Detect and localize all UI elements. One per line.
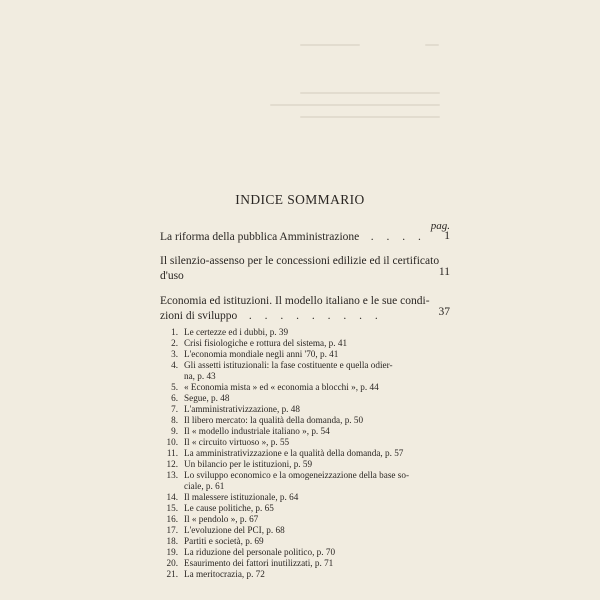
subentry bbox=[164, 338, 454, 349]
subentry bbox=[164, 382, 454, 393]
subentry bbox=[164, 547, 454, 558]
subentry-number: 2. bbox=[171, 338, 178, 348]
subentry bbox=[164, 448, 454, 459]
subentry-text: Il malessere istituzionale, p. 64 bbox=[184, 492, 299, 502]
show-through-line bbox=[270, 104, 440, 106]
toc-entry-page: 37 bbox=[438, 306, 450, 318]
toc-entry bbox=[160, 294, 451, 324]
subentry-number: 13. bbox=[166, 470, 178, 480]
subentry-text: La riduzione del personale politico, p. 70 bbox=[184, 547, 336, 557]
subentry-number: 8. bbox=[171, 415, 178, 425]
subentry-number: 3. bbox=[171, 349, 178, 359]
page-column-label: pag. bbox=[430, 220, 450, 232]
subentry bbox=[164, 525, 454, 536]
subentry-number: 5. bbox=[171, 382, 178, 392]
subentry bbox=[164, 536, 454, 547]
show-through-line bbox=[300, 116, 440, 118]
subentry-text: Il « modello industriale italiano », p. 54 bbox=[184, 426, 330, 436]
subentry-text: Le cause politiche, p. 65 bbox=[184, 503, 274, 513]
toc-entry-page: 1 bbox=[444, 230, 450, 242]
subentry-number: 9. bbox=[171, 426, 178, 436]
subentry bbox=[164, 459, 454, 470]
subentry bbox=[164, 558, 454, 569]
subentry-text: Esaurimento dei fattori inutilizzati, p. 71 bbox=[184, 558, 334, 568]
toc-entry-title-cont: zioni di sviluppo bbox=[160, 310, 238, 322]
subentry-text: Il « circuito virtuoso », p. 55 bbox=[184, 437, 290, 447]
show-through-line bbox=[425, 44, 439, 46]
subentry-number: 21. bbox=[166, 569, 178, 579]
subentry-text: L'evoluzione del PCI, p. 68 bbox=[184, 525, 285, 535]
show-through-line bbox=[300, 92, 440, 94]
subentry bbox=[164, 470, 454, 492]
subentry-text: Lo sviluppo economico e la omogeneizzazione della base so- bbox=[184, 470, 410, 480]
subentry-number: 14. bbox=[166, 492, 178, 502]
subentry-text: Il « pendolo », p. 67 bbox=[184, 514, 259, 524]
leader-dots: . . . . . . . . . bbox=[248, 310, 383, 322]
subentry-number: 19. bbox=[166, 547, 178, 557]
subentry-text: Gli assetti istituzionali: la fase costituente e quella odier- bbox=[184, 360, 393, 370]
subentry-text: Segue, p. 48 bbox=[184, 393, 230, 403]
leader-dots: . . . . bbox=[370, 231, 426, 243]
subentry-number: 7. bbox=[171, 404, 178, 414]
subentry-number: 10. bbox=[166, 437, 178, 447]
subentry-number: 12. bbox=[166, 459, 178, 469]
subentry-text: La amministrativizzazione e la qualità della domanda, p. 57 bbox=[184, 448, 404, 458]
toc-entry bbox=[160, 254, 451, 284]
subentry-text-cont: ciale, p. 61 bbox=[184, 481, 225, 491]
subentry-number: 16. bbox=[166, 514, 178, 524]
subentry-text: Le certezze ed i dubbi, p. 39 bbox=[184, 327, 289, 337]
subentry bbox=[164, 327, 454, 338]
subentry bbox=[164, 437, 454, 448]
subentry bbox=[164, 514, 454, 525]
subentry-text: Crisi fisiologiche e rottura del sistema, p. 41 bbox=[184, 338, 348, 348]
subentry-text: La meritocrazia, p. 72 bbox=[184, 569, 265, 579]
subentry-number: 1. bbox=[171, 327, 178, 337]
subentry-number: 20. bbox=[166, 558, 178, 568]
subentry bbox=[164, 415, 454, 426]
subentry-text: Il libero mercato: la qualità della domanda, p. 50 bbox=[184, 415, 364, 425]
subentry bbox=[164, 393, 454, 404]
show-through-line bbox=[300, 44, 360, 46]
subentry-number: 17. bbox=[166, 525, 178, 535]
toc-entry-page: 11 bbox=[438, 266, 450, 278]
subentry bbox=[164, 569, 454, 580]
toc-entry bbox=[160, 230, 451, 245]
subentry-text: « Economia mista » ed « economia a blocchi », p. 44 bbox=[184, 382, 379, 392]
toc-entry-title-cont: d'uso bbox=[160, 270, 184, 282]
subentry-text: L'economia mondiale negli anni '70, p. 41 bbox=[184, 349, 339, 359]
subentry bbox=[164, 503, 454, 514]
subentry-number: 6. bbox=[171, 393, 178, 403]
subentry bbox=[164, 492, 454, 503]
subentry bbox=[164, 360, 454, 382]
toc-entry-title: La riforma della pubblica Amministrazione bbox=[160, 231, 360, 243]
subentry-text: L'amministrativizzazione, p. 48 bbox=[184, 404, 300, 414]
subentry bbox=[164, 349, 454, 360]
subentry-number: 15. bbox=[166, 503, 178, 513]
subentry bbox=[164, 404, 454, 415]
subentry-text: Un bilancio per le istituzioni, p. 59 bbox=[184, 459, 313, 469]
subentry-text: Partiti e società, p. 69 bbox=[184, 536, 264, 546]
subentry-number: 11. bbox=[166, 448, 178, 458]
subentry-number: 4. bbox=[171, 360, 178, 370]
subentry bbox=[164, 426, 454, 437]
page-title: INDICE SOMMARIO bbox=[235, 192, 365, 207]
toc-entry-title: Economia ed istituzioni. Il modello italiano e le sue condi- bbox=[160, 295, 430, 307]
subentry-number: 18. bbox=[166, 536, 178, 546]
toc-entry-title: Il silenzio-assenso per le concessioni edilizie ed il certificato bbox=[160, 255, 440, 267]
subentry-text-cont: na, p. 43 bbox=[184, 371, 216, 381]
